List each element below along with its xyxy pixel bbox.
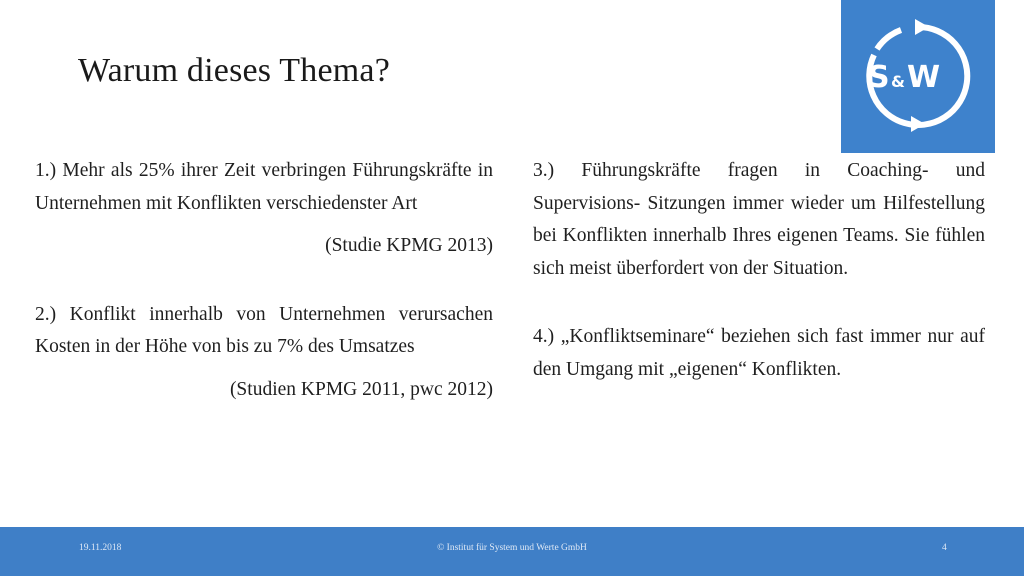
citation-1: (Studie KPMG 2013) <box>325 235 493 256</box>
sw-logo <box>841 0 995 153</box>
logo-letter-w: W <box>907 60 941 95</box>
right-column <box>533 155 985 386</box>
point-3: 3.) Führungskräfte fragen in Coaching- und Supervisions- Sitzungen immer wieder um Hilfestellung bei Konflikten innerhalb Ihres eigenen Teams. Sie fühlen sich meist überfordert von der Situation. <box>533 160 985 279</box>
footer-page-number: 4 <box>942 543 947 553</box>
point-4: 4.) „Konfliktseminare“ beziehen sich fast immer nur auf den Umgang mit „eigenen“ Konflikten. <box>533 326 985 380</box>
footer-copyright: © Institut für System und Werte GmbH <box>437 543 587 553</box>
slide-title: Warum dieses Thema? <box>78 52 390 89</box>
point-2: 2.) Konflikt innerhalb von Unternehmen verursachen Kosten in der Höhe von bis zu 7% des Umsatzes <box>35 303 493 357</box>
footer-date: 19.11.2018 <box>79 543 122 553</box>
left-column <box>35 155 493 406</box>
circular-arrows-logo-icon <box>841 0 995 153</box>
citation-2: (Studien KPMG 2011, pwc 2012) <box>229 378 493 400</box>
footer-bar <box>0 527 1024 576</box>
logo-ampersand: & <box>891 72 905 91</box>
logo-letter-s: S <box>868 60 890 95</box>
point-1: 1.) Mehr als 25% ihrer Zeit verbringen Führungskräfte in Unternehmen mit Konflikten verschiedenster Art <box>35 160 493 214</box>
